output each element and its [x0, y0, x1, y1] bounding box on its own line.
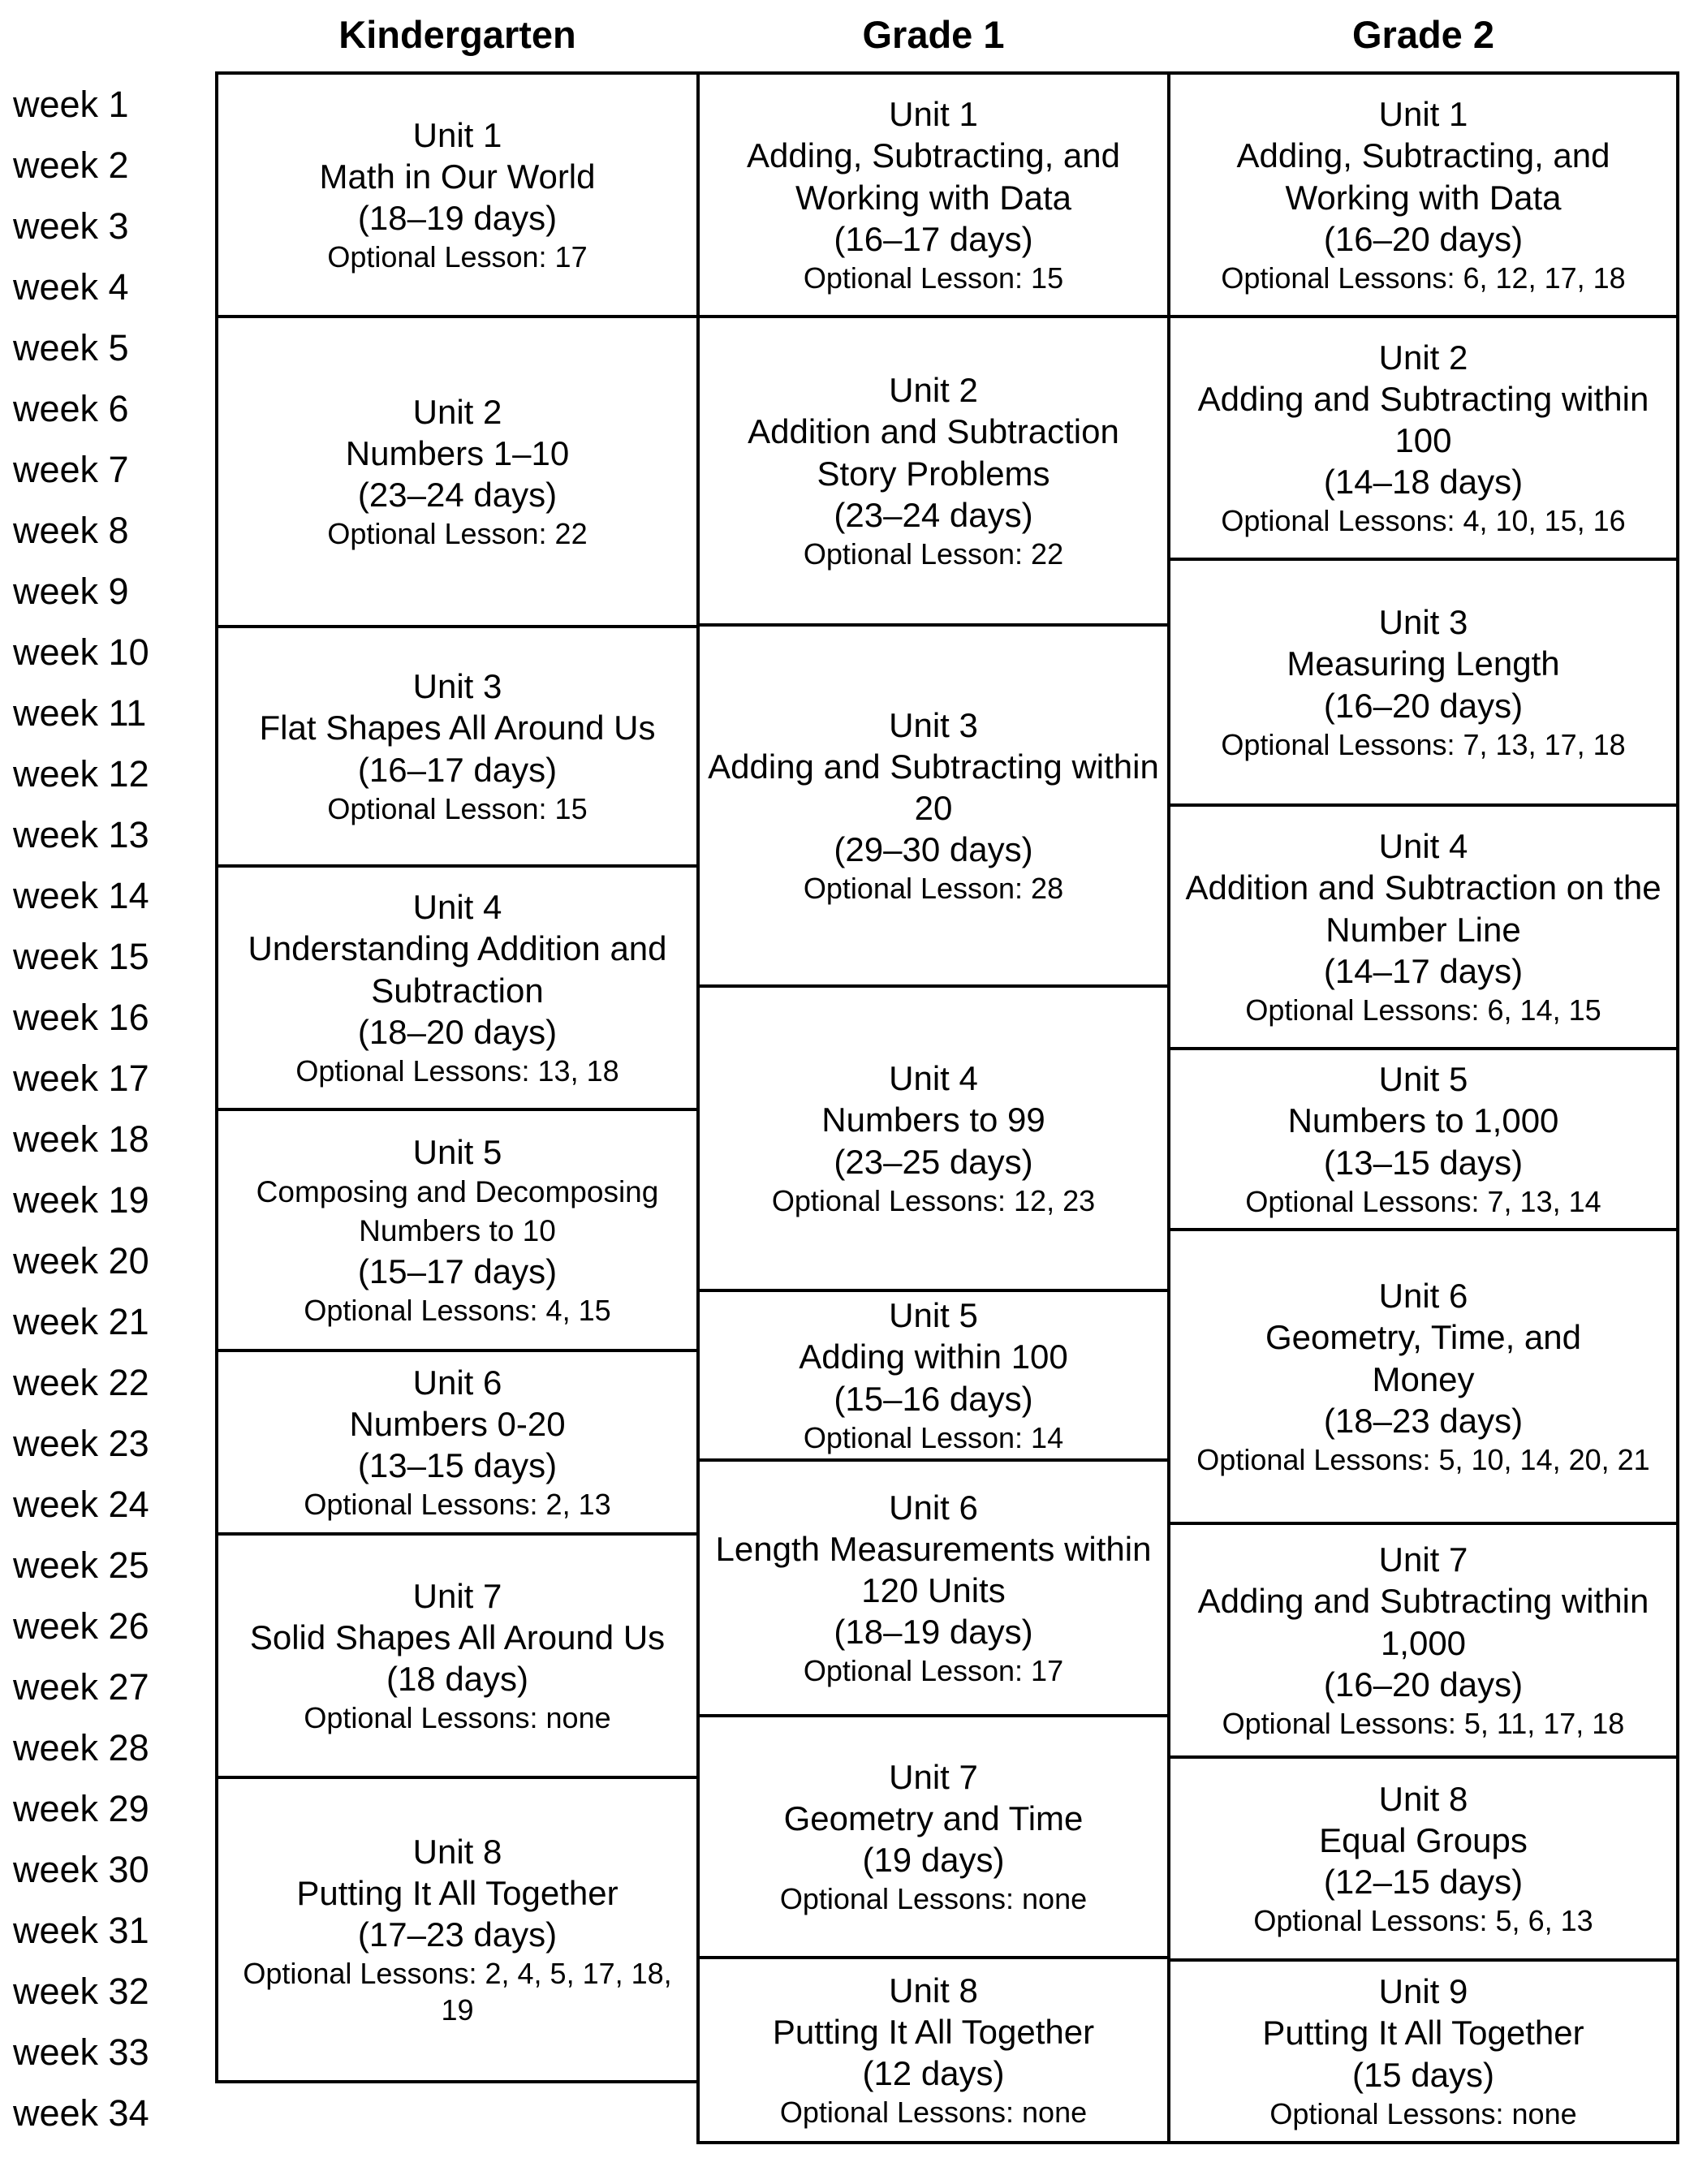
unit-title: Unit 4 [412, 888, 502, 927]
week-label-16: week 16 [13, 997, 149, 1038]
unit-days: (15–17 days) [357, 1252, 558, 1291]
column-header-grade-2: Grade 2 [1351, 13, 1495, 56]
unit-days: (23–24 days) [834, 495, 1033, 534]
unit-title: Unit 2 [412, 392, 502, 431]
unit-days: (17–23 days) [357, 1915, 558, 1954]
unit-name: Length Measurements within 120 Units [715, 1529, 1152, 1609]
unit-days: (18–19 days) [834, 1613, 1033, 1652]
unit-name: Composing and Decomposing Numbers to 10 [256, 1174, 659, 1247]
unit-name: Adding and Subtracting within 100 [1197, 379, 1649, 459]
grade-2-unit-6-cell [1167, 1228, 1679, 1525]
unit-title: Unit 8 [412, 1832, 502, 1871]
unit-optional-lessons: Optional Lessons: 5, 10, 14, 20, 21 [1196, 1442, 1650, 1476]
grade-2-unit-1-cell [1167, 71, 1679, 318]
unit-name: Solid Shapes All Around Us [249, 1618, 666, 1656]
week-label-17: week 17 [13, 1058, 149, 1099]
week-label-5: week 5 [13, 327, 129, 368]
week-label-22: week 22 [13, 1362, 149, 1403]
unit-title: Unit 5 [889, 1296, 978, 1335]
unit-optional-lessons: Optional Lesson: 15 [327, 791, 588, 825]
week-label-27: week 27 [13, 1666, 149, 1708]
column-header-kindergarten: Kindergarten [338, 13, 576, 56]
kindergarten-unit-3-cell [215, 625, 700, 868]
unit-name: Adding and Subtracting within 1,000 [1197, 1582, 1649, 1662]
unit-days: (16–20 days) [1323, 686, 1524, 725]
unit-title: Unit 6 [412, 1363, 502, 1402]
unit-optional-lessons: Optional Lesson: 15 [803, 261, 1064, 295]
unit-name: Adding, Subtracting, and Working with Data [747, 136, 1120, 217]
unit-title: Unit 2 [1378, 338, 1468, 377]
unit-name: Adding and Subtracting within 20 [708, 747, 1159, 827]
unit-optional-lessons: Optional Lessons: 12, 23 [771, 1183, 1096, 1217]
grade-1-unit-4-cell [696, 984, 1170, 1292]
week-label-23: week 23 [13, 1423, 149, 1464]
unit-optional-lessons: Optional Lessons: 2, 4, 5, 17, 18, 19 [243, 1957, 672, 2027]
unit-optional-lessons: Optional Lessons: none [779, 1882, 1088, 1916]
unit-days: (16–17 days) [357, 750, 558, 789]
unit-days: (16–17 days) [834, 219, 1033, 258]
unit-days: (23–25 days) [834, 1142, 1033, 1181]
unit-title: Unit 1 [1378, 95, 1468, 134]
unit-name: Equal Groups [1319, 1820, 1528, 1859]
unit-days: (12 days) [862, 2054, 1005, 2093]
unit-days: (18–19 days) [357, 199, 558, 238]
kindergarten-unit-8-cell [215, 1776, 700, 2083]
grade-1-unit-2-cell [696, 315, 1170, 627]
grade-2-unit-2-cell [1167, 315, 1679, 561]
unit-optional-lessons: Optional Lesson: 22 [803, 536, 1064, 571]
grade-2-unit-5-cell [1167, 1047, 1679, 1231]
unit-title: Unit 3 [1378, 603, 1468, 642]
unit-name: Geometry, Time, and Money [1265, 1318, 1582, 1398]
week-label-21: week 21 [13, 1301, 149, 1342]
week-label-15: week 15 [13, 936, 149, 977]
week-label-14: week 14 [13, 875, 149, 916]
unit-optional-lessons: Optional Lessons: 5, 6, 13 [1253, 1904, 1593, 1938]
unit-name: Measuring Length [1287, 644, 1560, 683]
unit-title: Unit 1 [889, 95, 978, 134]
unit-title: Unit 8 [1378, 1779, 1468, 1818]
unit-optional-lessons: Optional Lesson: 17 [327, 240, 588, 274]
week-label-6: week 6 [13, 388, 129, 429]
unit-title: Unit 6 [889, 1488, 978, 1527]
unit-optional-lessons: Optional Lessons: 5, 11, 17, 18 [1222, 1706, 1625, 1740]
unit-name: Putting It All Together [772, 2012, 1095, 2051]
week-label-20: week 20 [13, 1240, 149, 1282]
grade-2-unit-7-cell [1167, 1522, 1679, 1759]
unit-optional-lessons: Optional Lessons: 4, 10, 15, 16 [1221, 504, 1626, 538]
unit-days: (29–30 days) [834, 830, 1033, 869]
unit-name: Addition and Subtraction Story Problems [748, 412, 1119, 493]
week-label-26: week 26 [13, 1605, 149, 1647]
unit-name: Addition and Subtraction on the Number Line [1185, 868, 1662, 949]
grade-1-unit-7-cell [696, 1714, 1170, 1959]
unit-name: Numbers to 1,000 [1287, 1101, 1559, 1140]
unit-days: (23–24 days) [357, 476, 558, 515]
unit-days: (16–20 days) [1323, 1665, 1524, 1704]
unit-title: Unit 4 [889, 1059, 978, 1098]
unit-optional-lessons: Optional Lessons: 6, 14, 15 [1245, 993, 1601, 1027]
week-label-30: week 30 [13, 1849, 149, 1890]
unit-title: Unit 3 [412, 667, 502, 706]
unit-name: Flat Shapes All Around Us [259, 709, 656, 747]
grade-1-unit-6-cell [696, 1458, 1170, 1717]
grade-2-unit-4-cell [1167, 803, 1679, 1050]
grade-1-unit-1-cell [696, 71, 1170, 318]
week-label-31: week 31 [13, 1910, 149, 1951]
unit-optional-lessons: Optional Lessons: 7, 13, 17, 18 [1221, 727, 1626, 761]
unit-name: Adding within 100 [799, 1338, 1068, 1376]
unit-title: Unit 3 [889, 705, 978, 744]
unit-days: (18–20 days) [357, 1012, 558, 1051]
week-label-34: week 34 [13, 2092, 149, 2134]
unit-title: Unit 7 [1378, 1540, 1468, 1579]
unit-optional-lessons: Optional Lesson: 14 [803, 1420, 1064, 1454]
unit-name: Numbers to 99 [821, 1101, 1045, 1139]
grade-1-unit-8-cell [696, 1956, 1170, 2144]
unit-optional-lessons: Optional Lesson: 28 [803, 872, 1064, 906]
unit-title: Unit 2 [889, 371, 978, 410]
week-label-4: week 4 [13, 266, 129, 308]
grade-2-unit-3-cell [1167, 558, 1679, 807]
kindergarten-unit-1-cell [215, 71, 700, 318]
unit-optional-lessons: Optional Lessons: 13, 18 [295, 1053, 619, 1088]
week-label-24: week 24 [13, 1484, 149, 1525]
grade-2-unit-8-cell [1167, 1755, 1679, 1962]
unit-days: (12–15 days) [1323, 1863, 1524, 1902]
unit-title: Unit 7 [412, 1576, 502, 1615]
grade-1-unit-5-cell [696, 1289, 1170, 1462]
week-label-3: week 3 [13, 205, 129, 247]
unit-title: Unit 1 [412, 115, 502, 154]
unit-days: (15–16 days) [834, 1379, 1033, 1418]
grade-2-unit-9-cell [1167, 1958, 1679, 2144]
kindergarten-unit-4-cell [215, 864, 700, 1111]
unit-optional-lessons: Optional Lessons: 7, 13, 14 [1245, 1184, 1601, 1218]
unit-title: Unit 5 [1378, 1060, 1468, 1099]
week-label-9: week 9 [13, 571, 129, 612]
unit-days: (14–17 days) [1323, 951, 1524, 990]
unit-optional-lessons: Optional Lessons: none [304, 1701, 611, 1735]
unit-optional-lessons: Optional Lesson: 17 [803, 1654, 1064, 1688]
kindergarten-unit-5-cell [215, 1108, 700, 1352]
unit-days: (13–15 days) [357, 1446, 558, 1485]
week-label-25: week 25 [13, 1544, 149, 1586]
week-label-32: week 32 [13, 1971, 149, 2012]
unit-days: (16–20 days) [1323, 219, 1524, 258]
grade-1-unit-3-cell [696, 623, 1170, 988]
unit-days: (13–15 days) [1323, 1143, 1524, 1182]
week-label-18: week 18 [13, 1118, 149, 1160]
week-label-2: week 2 [13, 144, 129, 186]
kindergarten-unit-6-cell [215, 1349, 700, 1536]
week-label-13: week 13 [13, 814, 149, 855]
week-label-7: week 7 [13, 449, 129, 490]
week-label-29: week 29 [13, 1788, 149, 1829]
unit-days: (19 days) [862, 1841, 1005, 1880]
unit-optional-lessons: Optional Lessons: 2, 13 [304, 1488, 611, 1522]
unit-title: Unit 4 [1378, 827, 1468, 866]
unit-days: (18–23 days) [1323, 1401, 1524, 1440]
unit-name: Putting It All Together [1262, 2014, 1584, 2053]
unit-optional-lessons: Optional Lesson: 22 [327, 517, 588, 551]
unit-optional-lessons: Optional Lessons: 6, 12, 17, 18 [1221, 261, 1626, 295]
week-label-33: week 33 [13, 2031, 149, 2073]
week-label-28: week 28 [13, 1727, 149, 1768]
unit-name: Math in Our World [319, 157, 596, 196]
column-header-grade-1: Grade 1 [862, 13, 1005, 56]
unit-name: Understanding Addition and Subtraction [248, 929, 667, 1010]
unit-name: Geometry and Time [783, 1798, 1084, 1837]
week-label-10: week 10 [13, 631, 149, 673]
unit-days: (18 days) [386, 1660, 529, 1699]
unit-title: Unit 6 [1378, 1277, 1468, 1316]
unit-days: (15 days) [1351, 2055, 1495, 2094]
week-label-11: week 11 [13, 692, 147, 734]
unit-title: Unit 8 [889, 1971, 978, 2010]
unit-optional-lessons: Optional Lessons: 4, 15 [304, 1294, 611, 1328]
unit-name: Adding, Subtracting, and Working with Data [1236, 136, 1610, 217]
unit-days: (14–18 days) [1323, 463, 1524, 502]
unit-name: Numbers 1–10 [345, 433, 570, 472]
unit-name: Putting It All Together [296, 1873, 619, 1912]
week-label-19: week 19 [13, 1179, 149, 1221]
week-label-12: week 12 [13, 753, 149, 795]
week-label-1: week 1 [13, 84, 129, 125]
unit-title: Unit 9 [1378, 1972, 1468, 2011]
unit-optional-lessons: Optional Lessons: none [1269, 2096, 1577, 2130]
kindergarten-unit-7-cell [215, 1532, 700, 1779]
week-label-8: week 8 [13, 510, 129, 551]
unit-title: Unit 7 [889, 1757, 978, 1796]
kindergarten-unit-2-cell [215, 315, 700, 628]
unit-title: Unit 5 [412, 1132, 502, 1171]
unit-optional-lessons: Optional Lessons: none [779, 2096, 1088, 2130]
unit-name: Numbers 0-20 [349, 1404, 566, 1443]
